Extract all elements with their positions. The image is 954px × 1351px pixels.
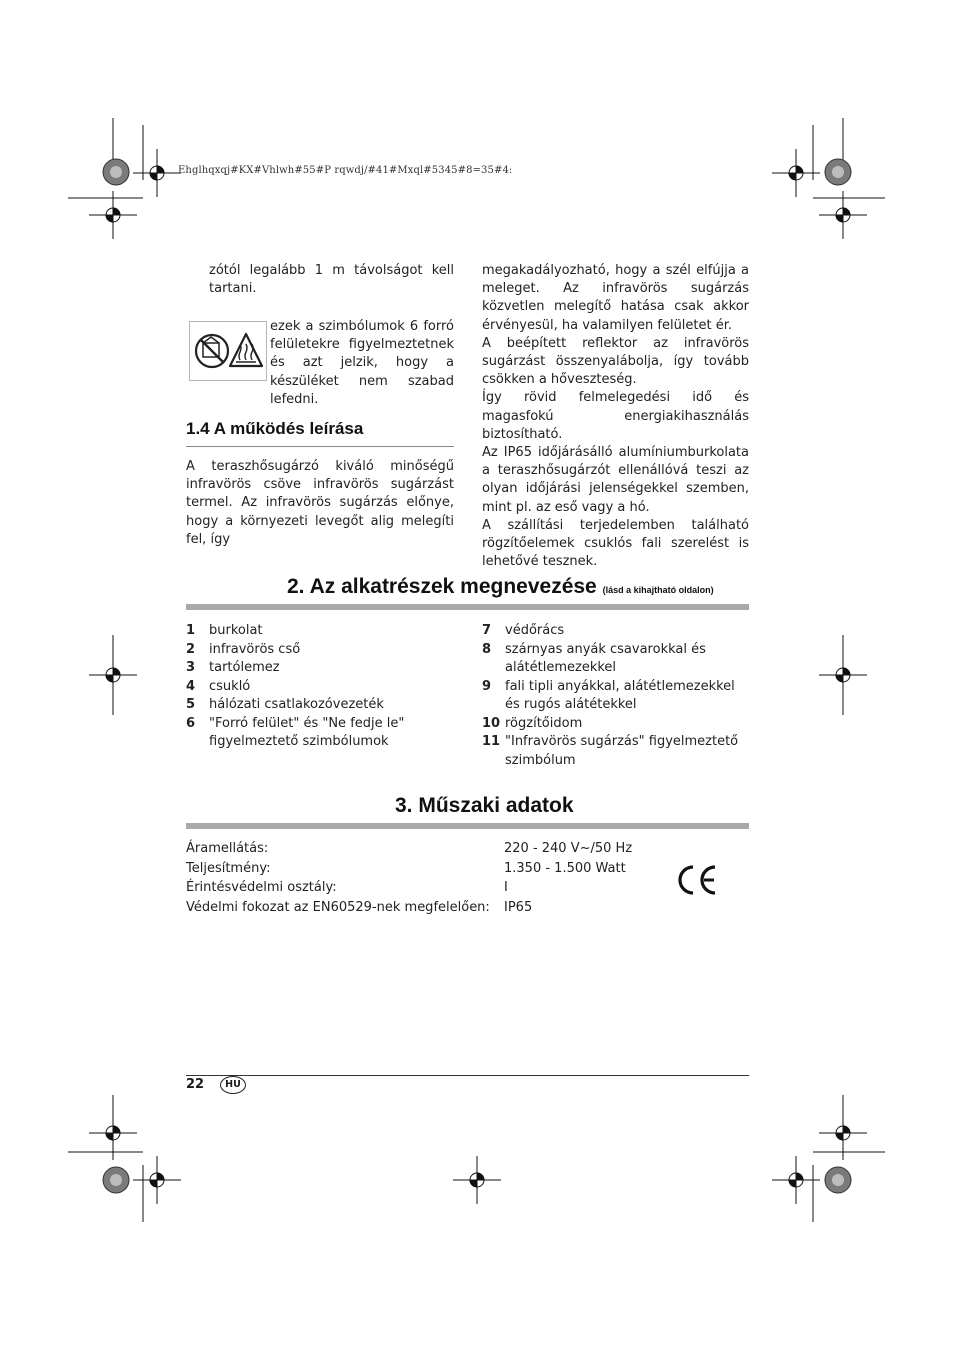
section-2-rule	[186, 604, 749, 610]
part-number: 1	[186, 623, 196, 638]
tech-value: 1.350 - 1.500 Watt	[504, 860, 626, 876]
part-item	[186, 659, 446, 678]
part-item	[186, 715, 446, 752]
part-number: 4	[186, 678, 196, 694]
part-item	[186, 622, 446, 641]
right-paragraph-4: Az IP65 időjárásálló alumíniumburkolata a teraszhősugárzót ellenállóvá teszi az olyan időjárási jelenségekkel szemben, mint pl. az eső vagy a hó.	[482, 445, 749, 515]
part-item	[482, 733, 749, 770]
section-3-heading: 3. Műszaki adatok	[395, 794, 574, 817]
part-number: 6	[186, 715, 196, 731]
part-label: fali tipli anyákkal, alátétlemezekkel és rugós alátétekkel	[505, 678, 735, 712]
section-2-title: 2. Az alkatrészek megnevezése	[287, 575, 597, 598]
section-2-note: (lásd a kihajtható oldalon)	[602, 585, 714, 595]
ce-mark-icon	[674, 863, 720, 897]
tech-value: IP65	[504, 899, 533, 915]
part-item	[482, 715, 749, 734]
part-number: 9	[482, 678, 492, 694]
section-2-heading	[287, 575, 714, 599]
part-item	[186, 696, 446, 715]
part-label: védőrács	[505, 623, 565, 638]
right-column	[482, 262, 749, 571]
part-label: "Infravörös sugárzás" figyelmeztető szimbólum	[505, 734, 739, 768]
language-badge: HU	[220, 1076, 246, 1094]
warning-symbol-text: ezek a szimbólumok 6 forró felületekre figyelmeztetnek és azt jelzik, hogy a készüléket nem szabad lefedni.	[270, 319, 454, 407]
section-1-4-text: A teraszhősugárzó kiváló minőségű infravörös csöve infravörös sugárzást termel. Az infravörös sugárzás előnye, hogy a környezeti levegőt alig melegíti fel, így	[186, 459, 454, 547]
part-number: 10	[482, 715, 501, 731]
part-label: "Forró felület" és "Ne fedje le" figyelmeztető szimbólumok	[209, 715, 405, 749]
section-3-rule	[186, 823, 749, 829]
part-label: szárnyas anyák csavarokkal és alátétlemezekkel	[505, 641, 706, 675]
print-header-code: Ehglhqxqj#KX#Vhlwh#55#P rqwdj/#41#Mxql#5345#8=35#4:	[178, 165, 513, 176]
part-label: burkolat	[209, 623, 263, 638]
part-number: 2	[186, 641, 196, 657]
tech-value: 220 - 240 V~/50 Hz	[504, 841, 633, 856]
part-label: tartólemez	[209, 660, 280, 675]
right-paragraph-2: A beépített reflektor az infravörös sugárzást összenyalábolja, így tovább csökken a hőveszteség.	[482, 335, 749, 388]
part-number: 11	[482, 734, 501, 749]
part-item	[482, 622, 749, 641]
part-label: csukló	[209, 678, 251, 694]
part-label: rögzítőidom	[505, 715, 583, 731]
part-number: 7	[482, 623, 492, 638]
tech-label: Teljesítmény:	[186, 860, 271, 876]
part-label: infravörös cső	[209, 641, 301, 657]
footer-rule	[186, 1075, 749, 1076]
right-paragraph-3: Így rövid felmelegedési idő és magasfokú energiakihasználás biztosítható.	[482, 390, 749, 442]
hot-surface-do-not-cover-icon	[190, 322, 266, 380]
parts-list-right	[482, 622, 749, 770]
tech-label: Érintésvédelmi osztály:	[186, 880, 337, 895]
part-number: 8	[482, 641, 492, 657]
continuation-text: zótól legalább 1 m távolságot kell tartani.	[209, 263, 454, 297]
section-1-4-rule	[186, 446, 454, 447]
tech-value: I	[504, 880, 508, 895]
section-1-4-heading: 1.4 A működés leírása	[186, 419, 364, 438]
part-item	[186, 678, 446, 697]
warning-symbol-box	[189, 321, 267, 381]
part-item	[186, 641, 446, 660]
part-item	[482, 678, 749, 715]
part-number: 5	[186, 697, 196, 712]
part-item	[482, 641, 749, 678]
part-number: 3	[186, 660, 196, 675]
right-paragraph-1: megakadályozható, hogy a szél elfújja a meleget. Az infravörös sugárzás közvetlen melegítő hatása csak akkor érvényesül, ha valamilyen felületet ér.	[482, 263, 749, 333]
tech-label: Védelmi fokozat az EN60529-nek megfelelően:	[186, 899, 490, 915]
tech-label: Áramellátás:	[186, 841, 269, 856]
page-number: 22	[186, 1077, 205, 1092]
part-label: hálózati csatlakozóvezeték	[209, 697, 384, 712]
parts-list-left	[186, 622, 446, 752]
right-paragraph-5: A szállítási terjedelemben található rögzítőelemek csuklós fali szerelést is lehetővé tesznek.	[482, 517, 749, 570]
